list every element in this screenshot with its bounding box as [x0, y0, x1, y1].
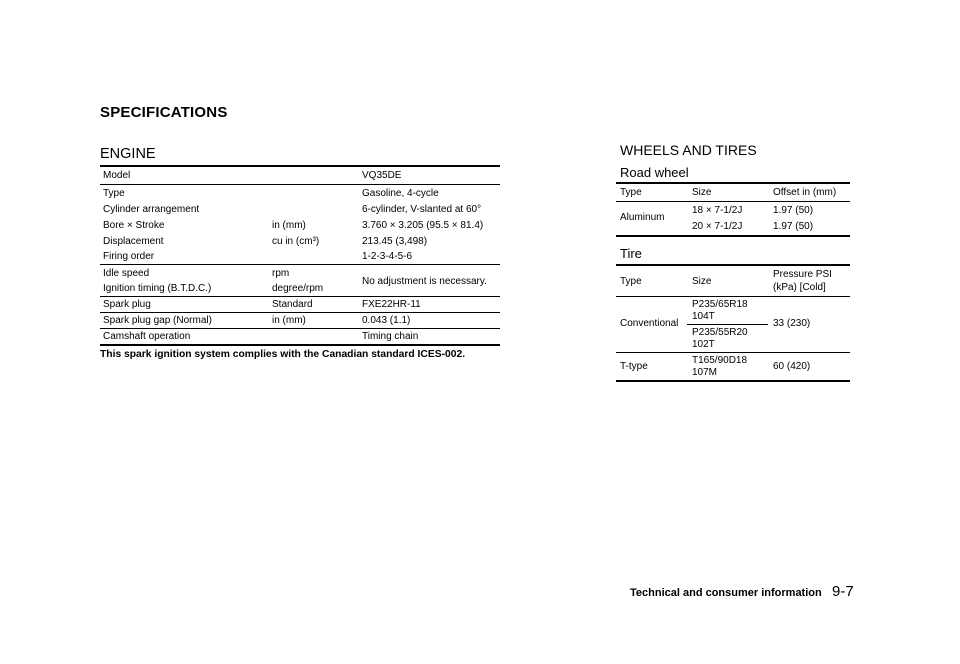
- engine-value: 213.45 (3,498): [362, 236, 428, 247]
- engine-value: 6-cylinder, V-slanted at 60°: [362, 204, 482, 215]
- engine-value: Timing chain: [362, 331, 419, 342]
- engine-item: Camshaft operation: [103, 331, 191, 342]
- column-header: Type: [620, 187, 642, 198]
- table-rule: [616, 352, 850, 353]
- table-rule: [687, 324, 768, 325]
- column-header: Size: [692, 187, 712, 198]
- engine-unit: in (mm): [272, 220, 306, 231]
- engine-item: Idle speed: [103, 268, 150, 279]
- tire-title: Tire: [620, 246, 642, 261]
- engine-value: Gasoline, 4-cycle: [362, 188, 439, 199]
- engine-item: Type: [103, 188, 125, 199]
- engine-item: Displacement: [103, 236, 164, 247]
- tire-type: T-type: [620, 361, 648, 372]
- tire-size: P235/65R18: [692, 299, 748, 310]
- page-number: 9-7: [832, 583, 854, 600]
- tire-pressure: 33 (230): [773, 318, 811, 329]
- table-rule: [100, 296, 500, 297]
- engine-item: Spark plug: [103, 299, 151, 310]
- wheel-type: Aluminum: [620, 212, 665, 223]
- wheel-offset: 1.97 (50): [773, 221, 814, 232]
- engine-unit: cu in (cm³): [272, 236, 320, 247]
- tire-size: 104T: [692, 311, 715, 322]
- wheel-offset: 1.97 (50): [773, 205, 814, 216]
- engine-value: No adjustment is necessary.: [362, 276, 487, 287]
- engine-item: Bore × Stroke: [103, 220, 165, 231]
- engine-value: VQ35DE: [362, 170, 402, 181]
- column-header: Size: [692, 276, 712, 287]
- engine-value: 3.760 × 3.205 (95.5 × 81.4): [362, 220, 484, 231]
- wheel-size: 20 × 7-1/2J: [692, 221, 743, 232]
- tire-type: Conventional: [620, 318, 679, 329]
- column-header: (kPa) [Cold]: [773, 282, 826, 293]
- table-rule: [616, 380, 850, 382]
- engine-item: Cylinder arrangement: [103, 204, 200, 215]
- table-rule: [616, 264, 850, 266]
- engine-item: Spark plug gap (Normal): [103, 315, 212, 326]
- table-rule: [100, 328, 500, 329]
- tire-size: P235/55R20: [692, 327, 748, 338]
- engine-unit: degree/rpm: [272, 283, 324, 294]
- column-header: Type: [620, 276, 642, 287]
- column-header: Pressure PSI: [773, 269, 832, 280]
- engine-unit: in (mm): [272, 315, 306, 326]
- road-wheel-title: Road wheel: [620, 165, 689, 180]
- table-rule: [100, 184, 500, 185]
- engine-value: 0.043 (1.1): [362, 315, 411, 326]
- compliance-note: This spark ignition system complies with the Canadian standard ICES-002.: [100, 349, 466, 360]
- tire-size: T165/90D18: [692, 355, 748, 366]
- tire-pressure: 60 (420): [773, 361, 811, 372]
- engine-item: Firing order: [103, 251, 155, 262]
- footer-section-label: Technical and consumer information: [630, 587, 822, 599]
- engine-value: 1-2-3-4-5-6: [362, 251, 413, 262]
- tire-size: 102T: [692, 339, 715, 350]
- table-rule: [100, 165, 500, 167]
- table-rule: [616, 296, 850, 297]
- engine-unit: rpm: [272, 268, 290, 279]
- table-rule: [100, 312, 500, 313]
- engine-unit: Standard: [272, 299, 313, 310]
- engine-value: FXE22HR-11: [362, 299, 421, 310]
- section-title: SPECIFICATIONS: [100, 104, 228, 121]
- engine-item: Model: [103, 170, 131, 181]
- engine-item: Ignition timing (B.T.D.C.): [103, 283, 212, 294]
- table-rule: [616, 201, 850, 202]
- table-rule: [100, 264, 500, 265]
- column-header: Offset in (mm): [773, 187, 837, 198]
- table-rule: [100, 344, 500, 346]
- engine-title: ENGINE: [100, 146, 156, 162]
- table-rule: [616, 235, 850, 237]
- table-rule: [616, 182, 850, 184]
- tire-size: 107M: [692, 367, 718, 378]
- wheel-size: 18 × 7-1/2J: [692, 205, 743, 216]
- wheels-tires-title: WHEELS AND TIRES: [620, 142, 757, 158]
